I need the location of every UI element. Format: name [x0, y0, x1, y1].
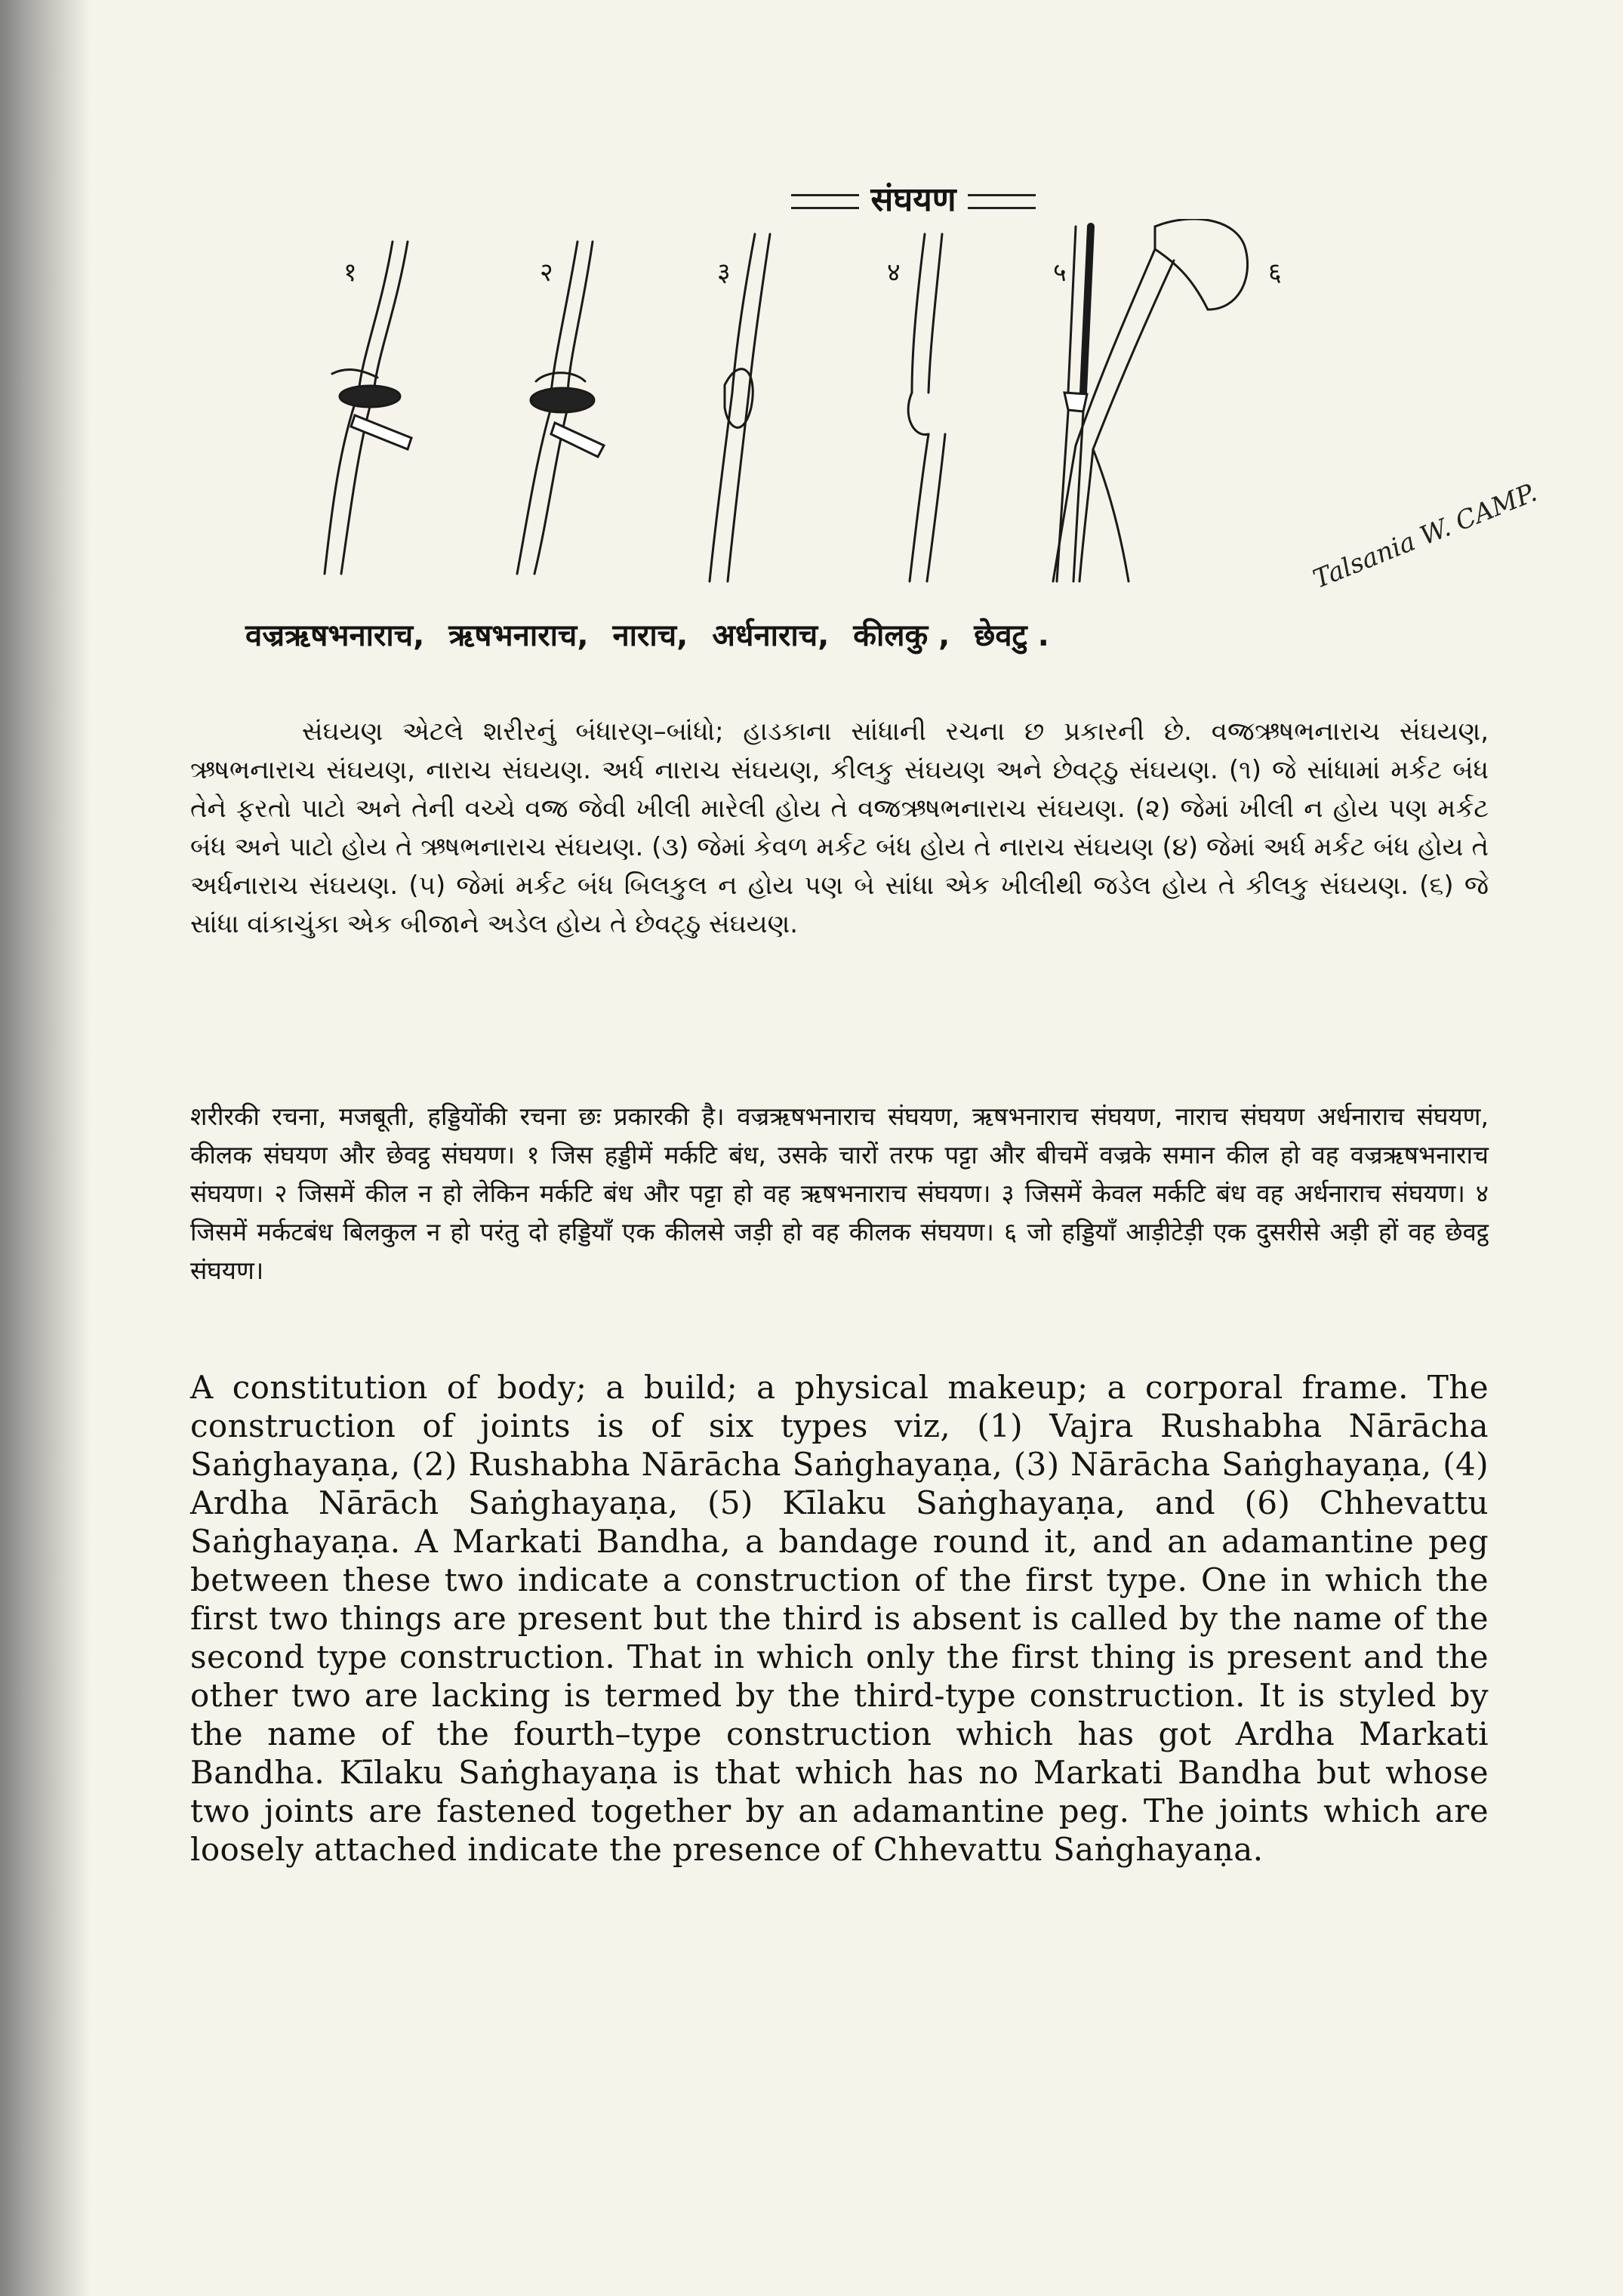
caption-4: अर्धनाराच, [712, 618, 830, 653]
figure-number-4: ४ [887, 257, 901, 288]
caption-6: छेवटु . [974, 618, 1049, 653]
caption-2: ऋषभनाराच, [448, 618, 589, 653]
english-paragraph: A constitution of body; a build; a physical makeup; a corporal frame. The construction of joints is of six types viz, (1) Vajra Rushabha Nārācha Saṅghayaṇa, (2) Rushabha Nārācha Saṅghayaṇa, (3) Nārācha Saṅghayaṇa, (4) Ardha Nārāch Saṅghayaṇa, (5) Kīlaku Saṅghayaṇa, and (6) Chhevattu Saṅghayaṇa. A Markati Bandha, a bandage round it, and an adamantine peg between these two indicate a construction of the first type. One in which the first two things are present but the third is absent is called by the name of the second type construction. That in which only the first thing is present and the other two are lacking is termed by the third-type construction. It is styled by the name of the fourth–type construction which has got Ardha Markati Bandha. Kīlaku Saṅghayaṇa is that which has no Markati Bandha but whose two joints are fastened together by an adamantine peg. The joints which are loosely attached indicate the presence of Chhevattu Saṅghayaṇa. [190, 1369, 1489, 1868]
hindi-paragraph: शरीरकी रचना, मजबूती, हड्डियोंकी रचना छः प्रकारकी है। वज्रऋषभनाराच संघयण, ऋषभनाराच संघयण, नाराच संघयण अर्धनाराच संघयण, कीलक संघयण और छेवट्ठ संघयण। १ जिस हड्डीमें मर्कटि बंध, उसके चारों तरफ पट्टा और बीचमें वज्रके समान कील हो वह वज्रऋषभनाराच संघयण। २ जिसमें कील न हो लेकिन मर्कटि बंध और पट्टा हो वह ऋषभनाराच संघयण। ३ जिसमें केवल मर्कटि बंध वह अर्धनाराच संघयण। ४ जिसमें मर्कटबंध बिलकुल न हो परंतु दो हड्डियाँ एक कीलसे जड़ी हो वह कीलक संघयण। ६ जो हड्डियाँ आड़ीटेड़ी एक दुसरीसे अड़ी हों वह छेवट्ठ संघयण। [190, 1102, 1489, 1285]
figure-number-3: ३ [717, 257, 731, 288]
figure-number-1: १ [343, 257, 357, 288]
joint-illustration-2 [517, 242, 604, 574]
title-rule-left [791, 194, 859, 209]
caption-1: वज्रऋषभनाराच, [245, 618, 425, 653]
figure-number-6: ६ [1268, 257, 1282, 288]
title-rule-right [968, 194, 1036, 209]
joint-illustrations [287, 219, 1464, 612]
title-text: संघयण [870, 180, 956, 219]
figure-number-5: ५ [1053, 257, 1067, 288]
figure-captions [245, 613, 1529, 655]
joint-illustration-4 [908, 234, 945, 581]
book-binding-shadow [0, 0, 91, 2296]
caption-5: कीलकु , [853, 618, 950, 653]
gujarati-paragraph: સંઘયણ એટલે શરીરનું બંધારણ–બાંધો; હાડકાના સાંધાની રચના છ પ્રકારની છે. વજ્રઋષભનારાચ સંઘયણ, ઋષભનારાચ સંઘયણ, નારાચ સંઘયણ. અર્ધ નારાચ સંઘયણ, કીલકુ સંઘયણ અને છેવટ્ઠુ સંઘયણ. (૧) જે સાંધામાં મર્કટ બંધ તેને ફરતો પાટો અને તેની વચ્ચે વજ્ર જેવી ખીલી મારેલી હોય તે વજ્રઋષભનારાચ સંઘયણ. (૨) જેમાં ખીલી ન હોય પણ મર્કટ બંધ અને પાટો હોય તે ઋષભનારાચ સંઘયણ. (૩) જેમાં કેવળ મર્કટ બંધ હોય તે નારાચ સંઘયણ (૪) જેમાં અર્ધ મર્કટ બંધ હોય તે અર્ધનારાચ સંઘયણ. (૫) જેમાં મર્કટ બંધ બિલકુલ ન હોય પણ બે સાંધા એક ખીલીથી જડેલ હોય તે કીલકુ સંઘયણ. (૬) જે સાંધા વાંકાચુંકા એક બીજાને અડેલ હોય તે છેવટ્ઠુ સંઘયણ. [190, 717, 1489, 939]
joint-illustration-3 [710, 234, 770, 581]
caption-3: नाराच, [612, 618, 688, 653]
artist-signature: Talsania W. CAMP. [1308, 477, 1541, 595]
figure-number-2: २ [540, 257, 553, 288]
page-title [755, 175, 1072, 220]
joint-illustration-1 [325, 242, 411, 574]
